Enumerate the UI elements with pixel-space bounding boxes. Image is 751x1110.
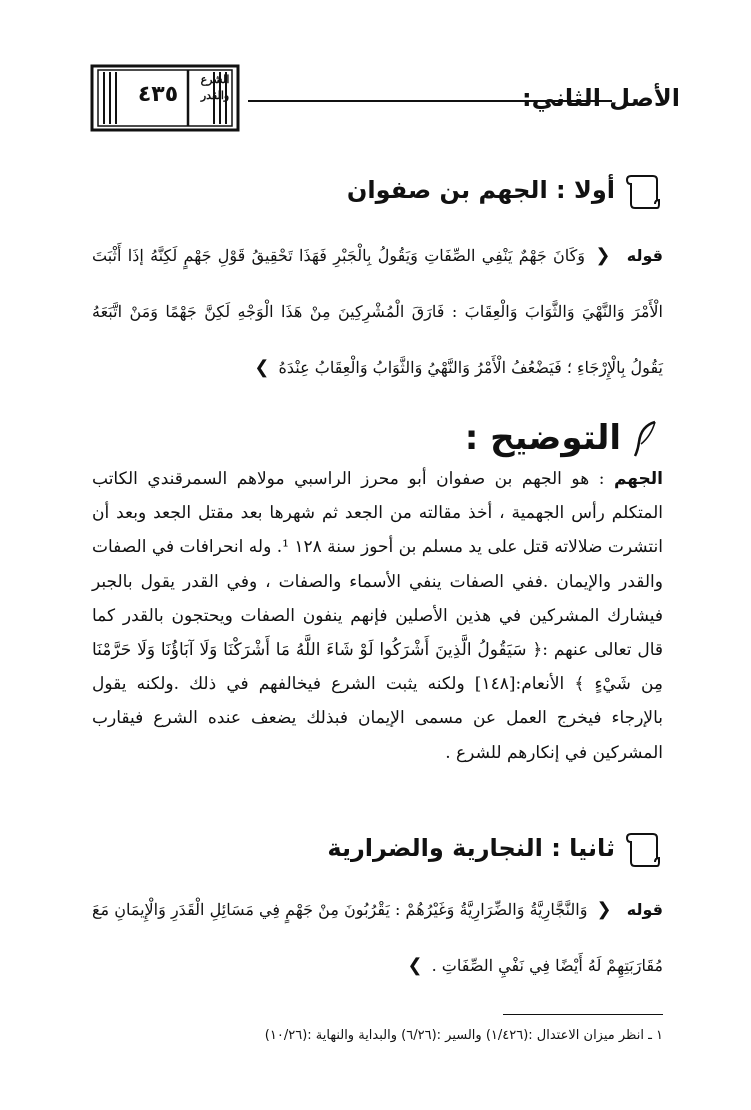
quote-lead-1: قوله bbox=[626, 246, 663, 265]
section-title-2-text: ثانيا : النجارية والضرارية bbox=[327, 834, 615, 862]
section-title-1-text: أولا : الجهم بن صفوان bbox=[346, 176, 615, 204]
body-line-7: آبَاؤُنَا وَلَا حَرَّمْنَا مِن شَيْءٍ ﴾ الأنعام:[١٤٨] ولكنه يثبت الشرع فيخالفهم في bbox=[92, 640, 664, 695]
term-jahm: الجهم bbox=[613, 469, 663, 489]
body-line-4: الصفات والقدر والإيمان .ففي الصفات ينفي الأسماء والصفات ، وفي القدر يقول bbox=[92, 537, 663, 592]
quote-block-2 bbox=[92, 882, 663, 994]
quote-lead-2: قوله bbox=[626, 900, 663, 919]
body-line-1: : هو الجهم بن صفوان أبو محرز الراسبي مولاهم السمرقندي الكاتب bbox=[92, 469, 605, 489]
quote-open-ornament: ❮ bbox=[595, 245, 611, 266]
chapter-title: الأصل الثاني: bbox=[521, 84, 680, 112]
book-label: الشرع والقدر bbox=[200, 73, 230, 102]
quote-2-line-2: مُقَارَبَتِهِمْ لَهُ أَيْضًا فِي نَفْيِ الصِّفَاتِ . bbox=[431, 956, 663, 975]
quote-close-ornament: ❯ bbox=[254, 357, 270, 378]
quote-close-ornament: ❯ bbox=[407, 955, 423, 976]
explanation-heading-text: التوضيح : bbox=[464, 418, 621, 458]
page-number: ٤٣٥ bbox=[137, 82, 179, 107]
footnote-rule bbox=[503, 1014, 663, 1015]
body-line-2: المتكلم رأس الجهمية ، أخذ مقالته من الجعد ثم شهرها بعد مقتل الجعد وبعد أن bbox=[92, 503, 663, 524]
book-icon bbox=[90, 64, 240, 132]
quote-block-1 bbox=[92, 228, 663, 396]
footnote: ١ ـ انظر ميزان الاعتدال :(١/٤٢٦) والسير :(٦/٢٦) والبداية والنهاية :(١٠/٢٦) bbox=[264, 1028, 663, 1043]
explanation-body bbox=[92, 462, 663, 770]
section-title-1 bbox=[347, 170, 661, 210]
quill-icon bbox=[631, 418, 661, 458]
quote-open-ornament: ❮ bbox=[596, 899, 612, 920]
quote-1-line-3: ؛ فَيَضْعُفُ الْأَمْرُ وَالنَّهْيُ وَالثَّوَابُ وَالْعِقَابُ عِنْدَهُ bbox=[278, 358, 572, 377]
body-line-6: كما قال تعالى عنهم :﴿ سَيَقُولُ الَّذِينَ أَشْرَكُوا لَوْ شَاءَ اللَّهُ مَا أَشْرَكْنَا وَلَا bbox=[92, 605, 664, 661]
explanation-heading bbox=[465, 418, 661, 458]
body-line-9: الشرع فيقارب المشركين في إنكارهم للشرع . bbox=[92, 708, 663, 763]
scroll-icon bbox=[625, 828, 661, 868]
quote-2-line-1: وَالنَّجَّارِيَّةُ وَالضِّرَارِيَّةُ وَغَيْرُهُمْ : يَقْرُبُونَ مِنْ جَهْمٍ فِي مَسَائِلِ الْقَدَرِ وَالْإِيمَانِ مَعَ bbox=[92, 900, 588, 919]
body-line-5: بالجبر فيشارك المشركين في هذين الأصلين فإنهم ينفون الصفات ويحتجون بالقدر bbox=[92, 571, 663, 626]
quote-1-line-2: الْأَمْرَ وَالنَّهْيَ وَالثَّوَابَ وَالْعِقَابَ : فَارَقَ الْمُشْرِكِينَ مِنْ هَذَا الْوَجْهِ لَكِنَّ جَهْمًا وَمَنْ اتَّبَعَهُ يَقُولُ بِالْإِرْجَاءِ bbox=[92, 302, 663, 377]
quote-1-line-1: وَكَانَ جَهْمٌ يَنْفِي الصِّفَاتِ وَيَقُولُ بِالْجَبْرِ فَهَذَا تَحْقِيقُ قَوْلِ جَهْمٍ لَكِنَّهُ إذَا أَثْبَتَ bbox=[92, 246, 586, 265]
section-title-2 bbox=[327, 828, 661, 868]
page-header bbox=[80, 60, 700, 140]
body-line-8: ذلك .ولكنه يقول بالإرجاء فيخرج العمل عن مسمى الإيمان فبذلك يضعف عنده bbox=[92, 674, 664, 729]
body-line-3: انتشرت ضلالاته قتل على يد مسلم بن أحوز سنة ١٢٨ ¹. وله انحرافات في bbox=[151, 537, 663, 558]
scroll-icon bbox=[625, 170, 661, 210]
